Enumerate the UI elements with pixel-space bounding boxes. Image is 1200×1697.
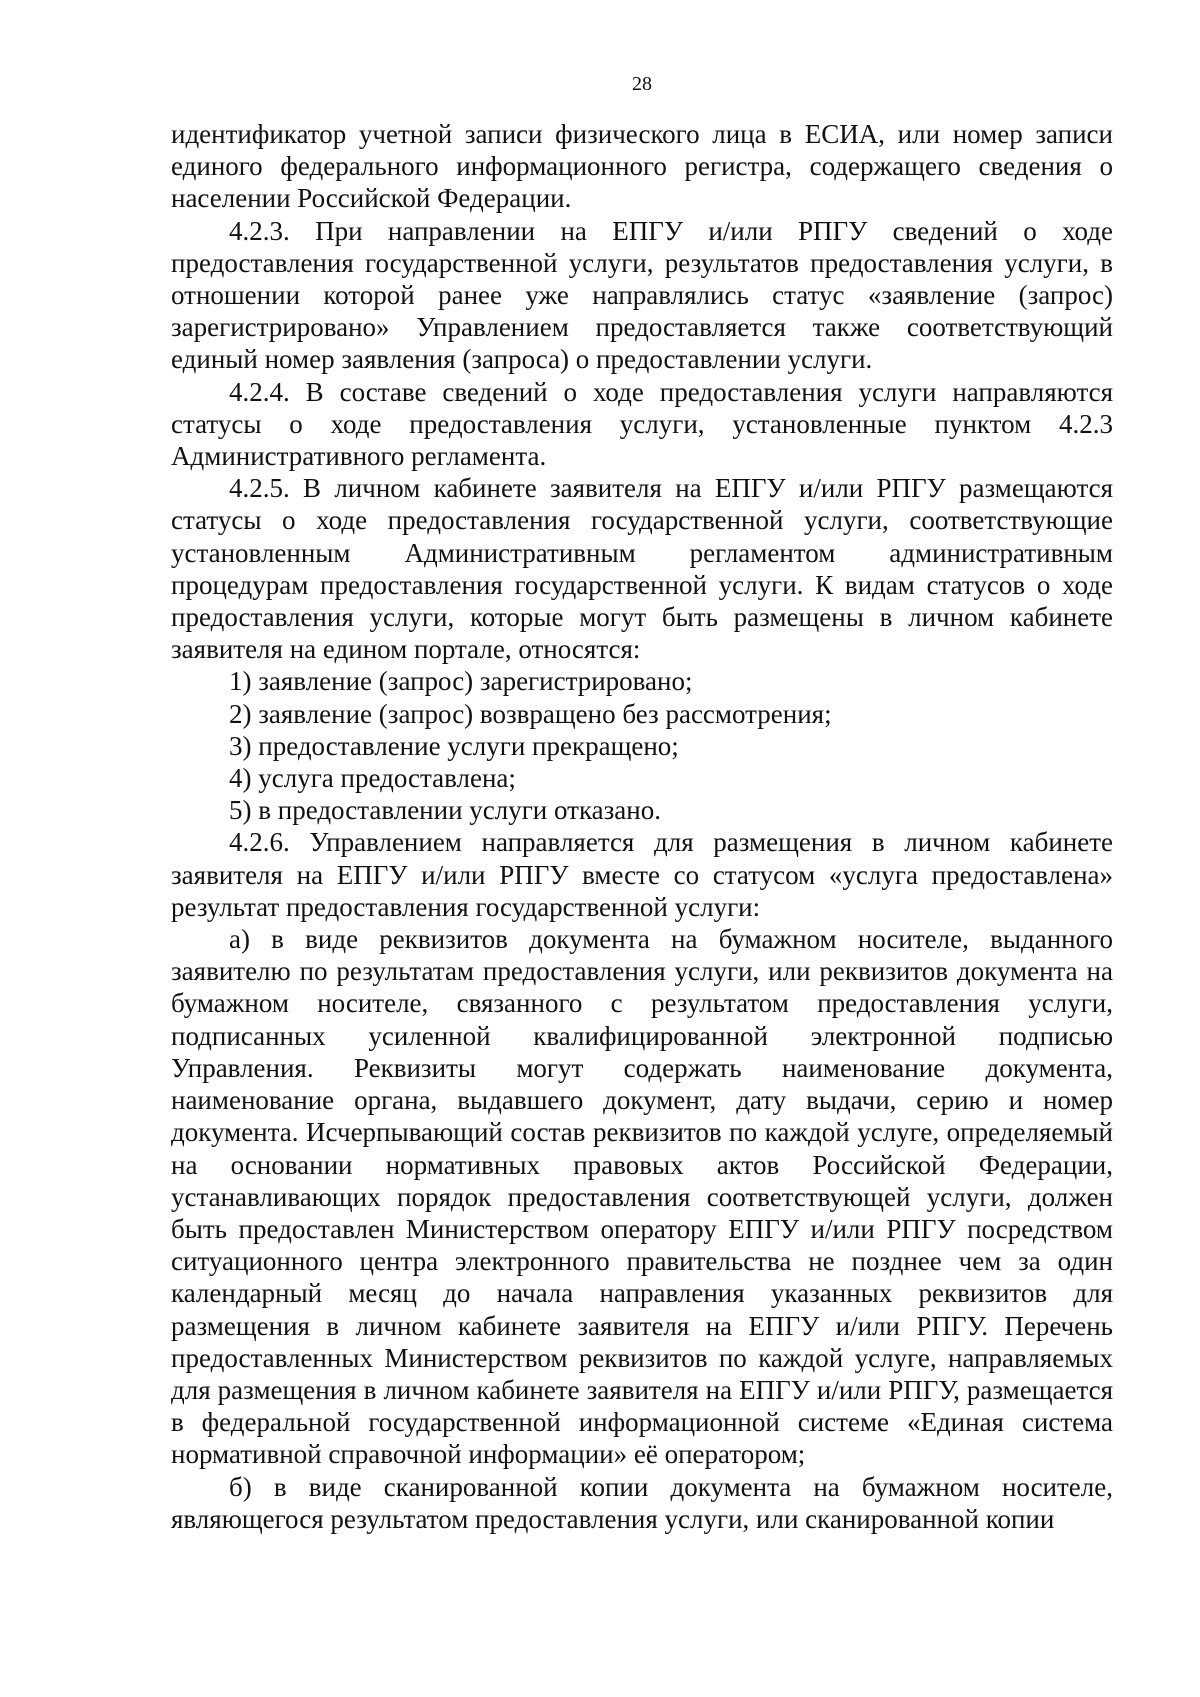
paragraph-4-2-4: 4.2.4. В составе сведений о ходе предоставления услуги направляются статусы о ходе предоставления услуги, установленные пунктом 4.2.3 Административного регламента. bbox=[171, 376, 1113, 472]
status-list-item: 4) услуга предоставлена; bbox=[229, 763, 516, 794]
paragraph-esia-identifier: идентификатор учетной записи физического лица в ЕСИА, или номер записи единого федерального информационного регистра, содержащего сведения о населении Российской Федерации. bbox=[171, 119, 1113, 214]
document-page bbox=[171, 0, 1113, 1535]
status-list-item: 5) в предоставлении услуги отказано. bbox=[229, 795, 661, 826]
status-list-item: 3) предоставление услуги прекращено; bbox=[229, 730, 679, 761]
status-list-item: 2) заявление (запрос) возвращено без рассмотрения; bbox=[229, 698, 832, 729]
paragraph-4-2-6: 4.2.6. Управлением направляется для размещения в личном кабинете заявителя на ЕПГУ и/или РПГУ вместе со статусом «услуга предоставлена» результат предоставления государственной услуги: bbox=[171, 827, 1113, 922]
paragraph-4-2-3: 4.2.3. При направлении на ЕПГУ и/или РПГУ сведений о ходе предоставления государственной услуги, результатов предоставления услуги, в отношении которой ранее уже направлялись статус «заявление (запрос) зарегистрировано» Управлением предоставляется также соответствующий единый номер заявления (запроса) о предоставлении услуги. bbox=[171, 215, 1113, 375]
page-number: 28 bbox=[632, 73, 652, 95]
paragraph-subitem-a: а) в виде реквизитов документа на бумажном носителе, выданного заявителю по результатам предоставления услуги, или реквизитов документа на бумажном носителе, связанного с результатом предоставления услуги, подписанных усиленной квалифицированной электронной подписью Управления. Реквизиты могут содержать наименование документа, наименование органа, выдавшего документ, дату выдачи, серию и номер документа. Исчерпывающий состав реквизитов по каждой услуге, определяемый на основании нормативных правовых актов Российской Федерации, устанавливающих порядок предоставления соответствующей услуги, должен быть предоставлен Министерством оператору ЕПГУ и/или РПГУ посредством ситуационного центра электронного правительства не позднее чем за один календарный месяц до начала направления указанных реквизитов для размещения в личном кабинете заявителя на ЕПГУ и/или РПГУ. Перечень предоставленных Министерством реквизитов по каждой услуге, направляемых для размещения в личном кабинете заявителя на ЕПГУ и/или РПГУ, размещается в федеральной государственной информационной системе «Единая система нормативной справочной информации» её оператором; bbox=[171, 924, 1113, 1470]
status-list-item: 1) заявление (запрос) зарегистрировано; bbox=[229, 666, 693, 697]
paragraph-4-2-5: 4.2.5. В личном кабинете заявителя на ЕПГУ и/или РПГУ размещаются статусы о ходе предоставления государственной услуги, соответствующие установленным Административным регламентом административным процедурам предоставления государственной услуги. К видам статусов о ходе предоставления услуги, которые могут быть размещены в личном кабинете заявителя на едином портале, относятся: bbox=[171, 473, 1113, 665]
paragraph-subitem-b: б) в виде сканированной копии документа на бумажном носителе, являющегося результатом предоставления услуги, или сканированной копии bbox=[171, 1471, 1113, 1534]
